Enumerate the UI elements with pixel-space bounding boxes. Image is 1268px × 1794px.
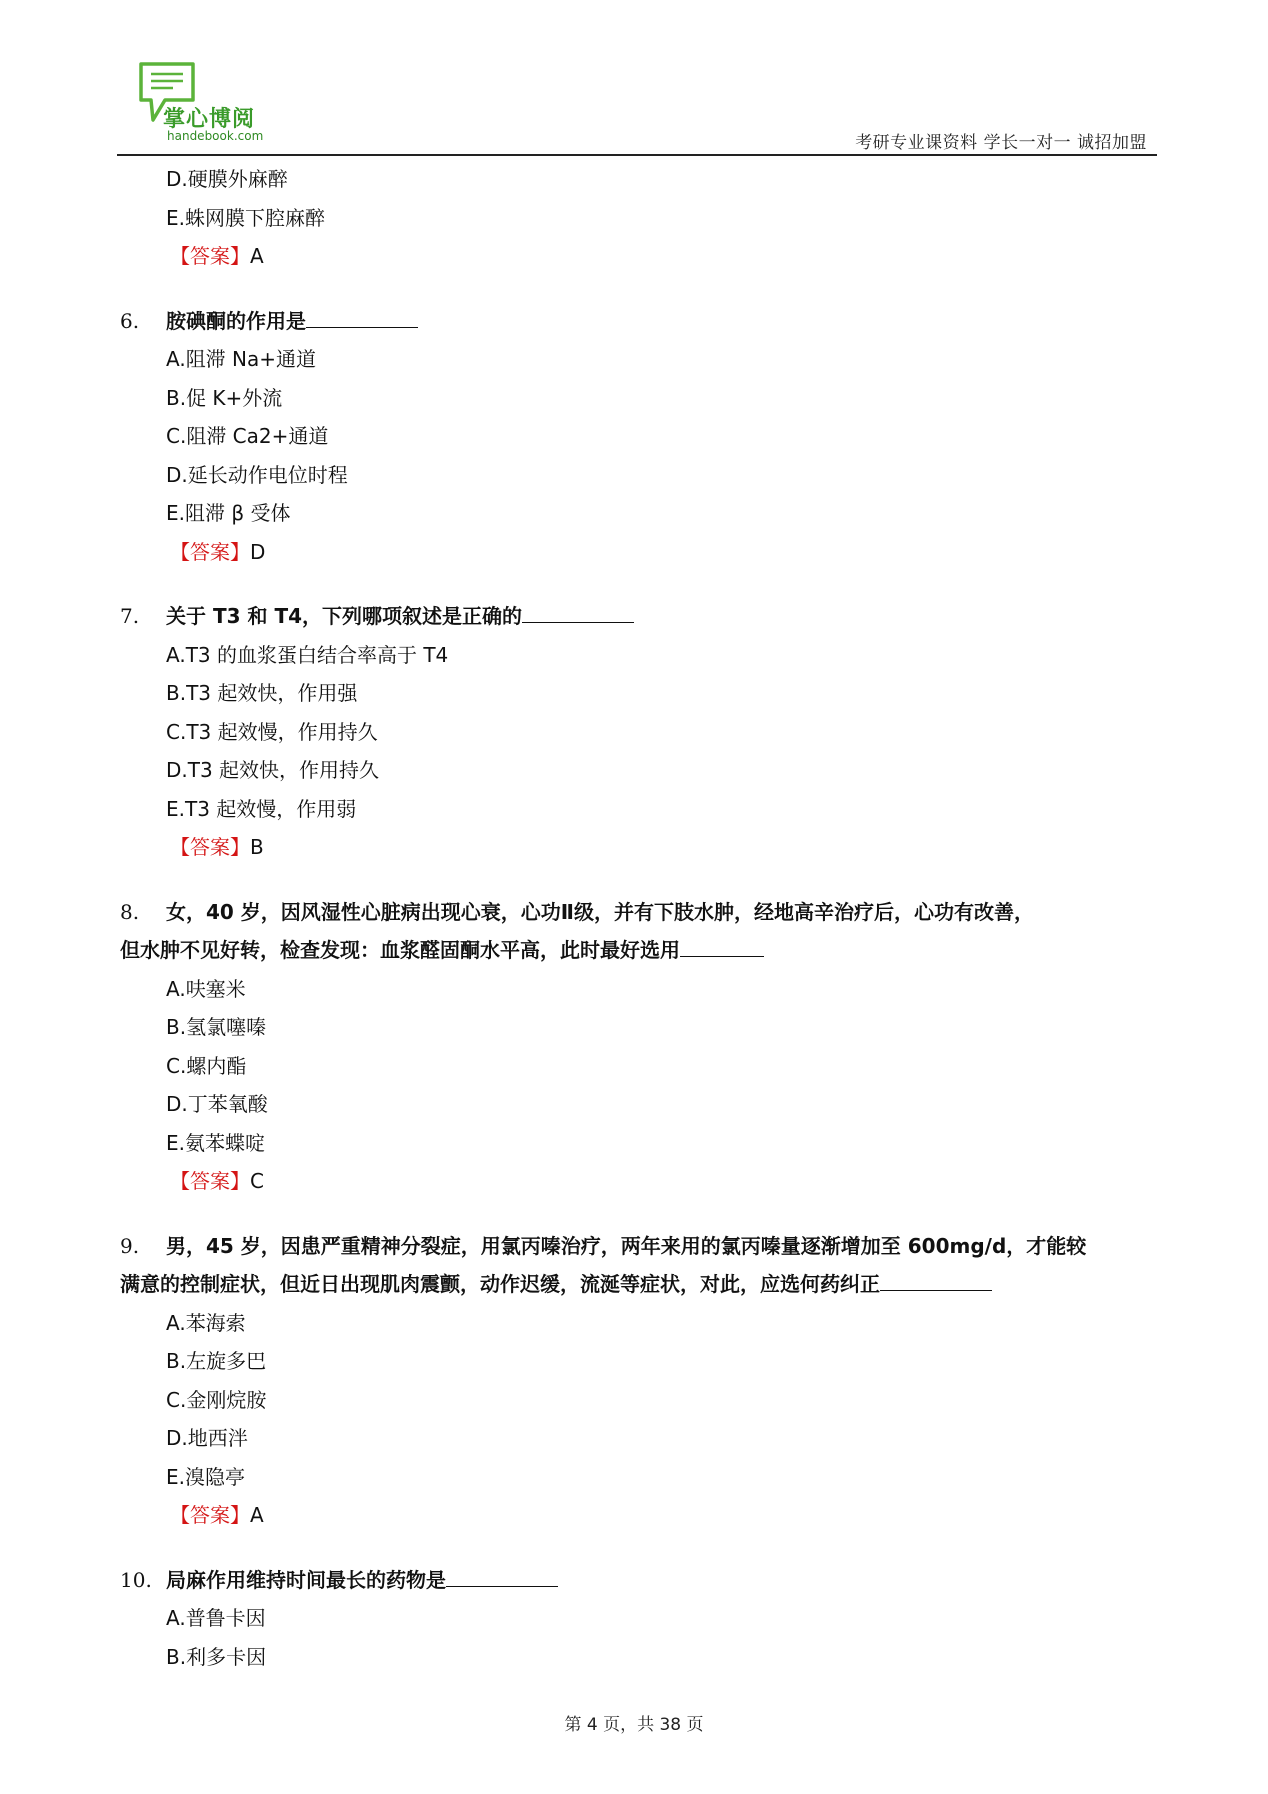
option: A.呋塞米 [166,976,246,1001]
answer-tag: 【答案】 [170,1503,250,1527]
option: E.溴隐亭 [166,1464,245,1489]
logo-text: 掌心博阅 [163,107,256,132]
question-text: 局麻作用维持时间最长的药物是 [166,1567,446,1592]
answer-value: A [250,244,264,268]
question-text-line-2: 满意的控制症状，但近日出现肌肉震颤，动作迟缓，流涎等症状，对此，应选何药纠正 [120,1272,880,1296]
option: A.T3 的血浆蛋白结合率高于 T4 [166,642,449,667]
question-stem [120,1227,1160,1304]
question-5-tail [120,160,1160,276]
option: B.T3 起效快，作用强 [166,681,358,705]
option: D.丁苯氧酸 [166,1092,268,1116]
page-number: 第 4 页，共 38 页 [564,1715,704,1735]
option: E.蛛网膜下腔麻醉 [166,205,325,230]
question-8 [120,893,1160,1201]
answer-tag: 【答案】 [170,244,250,268]
option: C.金刚烷胺 [166,1387,267,1412]
question-10 [120,1561,1160,1677]
answer-value: A [250,1503,264,1527]
page-content [120,160,1160,1676]
question-6 [120,302,1160,572]
option: E.氨苯蝶啶 [166,1130,265,1155]
question-number: 9. [120,1233,140,1258]
question-stem [120,1561,1160,1600]
answer-line [170,1496,1160,1535]
brand-logo [117,58,277,146]
option: B.促 K+外流 [166,385,283,410]
header-divider [117,154,1157,156]
answer-tag: 【答案】 [170,539,250,564]
answer-blank [522,600,634,623]
answer-line [170,237,1160,276]
option: D.延长动作电位时程 [166,462,348,487]
answer-blank [880,1268,992,1291]
question-7 [120,597,1160,867]
question-text-line-1: 男，45 岁，因患严重精神分裂症，用氯丙嗪治疗，两年来用的氯丙嗪量逐渐增加至 600mg/d，才能较 [166,1233,1087,1258]
option: C.螺内酯 [166,1053,247,1078]
question-text: 胺碘酮的作用是 [166,308,306,333]
answer-blank [306,305,418,328]
option: C.阻滞 Ca2+通道 [166,424,329,448]
answer-line [170,828,1160,867]
answer-value: D [250,539,266,564]
page-header [117,58,1157,156]
answer-blank [446,1564,558,1587]
option: E.阻滞 β 受体 [166,501,291,525]
question-stem [120,302,1160,341]
option: B.利多卡因 [166,1644,267,1669]
question-stem [120,893,1160,970]
answer-line [170,1162,1160,1201]
question-stem [120,597,1160,636]
logo-url: handebook.com [167,129,264,143]
question-text-line-1: 女，40 岁，因风湿性心脏病出现心衰，心功Ⅱ级，并有下肢水肿，经地高辛治疗后，心功有改善， [166,899,1034,924]
answer-blank [680,934,764,957]
question-number: 8. [120,899,140,924]
option: B.氢氯噻嗪 [166,1015,267,1039]
option: A.阻滞 Na+通道 [166,347,317,371]
answer-line [170,533,1160,572]
question-number: 6. [120,308,140,333]
option: C.T3 起效慢，作用持久 [166,719,378,744]
answer-tag: 【答案】 [170,835,250,859]
header-tagline: 考研专业课资料 学长一对一 诚招加盟 [855,133,1147,153]
option: B.左旋多巴 [166,1349,267,1373]
question-text-line-2: 但水肿不见好转，检查发现：血浆醛固酮水平高，此时最好选用 [120,938,680,962]
option: D.T3 起效快，作用持久 [166,758,380,782]
question-9 [120,1227,1160,1535]
option: A.苯海索 [166,1310,246,1335]
option: E.T3 起效慢，作用弱 [166,796,357,821]
question-number: 7. [120,604,140,628]
answer-value: B [250,835,264,859]
question-number: 10. [120,1567,152,1592]
option: D.地西泮 [166,1426,248,1450]
answer-tag: 【答案】 [170,1169,250,1193]
option: A.普鲁卡因 [166,1606,266,1630]
question-text: 关于 T3 和 T4，下列哪项叙述是正确的 [166,604,523,628]
option: D.硬膜外麻醉 [166,167,288,191]
answer-value: C [250,1169,264,1193]
